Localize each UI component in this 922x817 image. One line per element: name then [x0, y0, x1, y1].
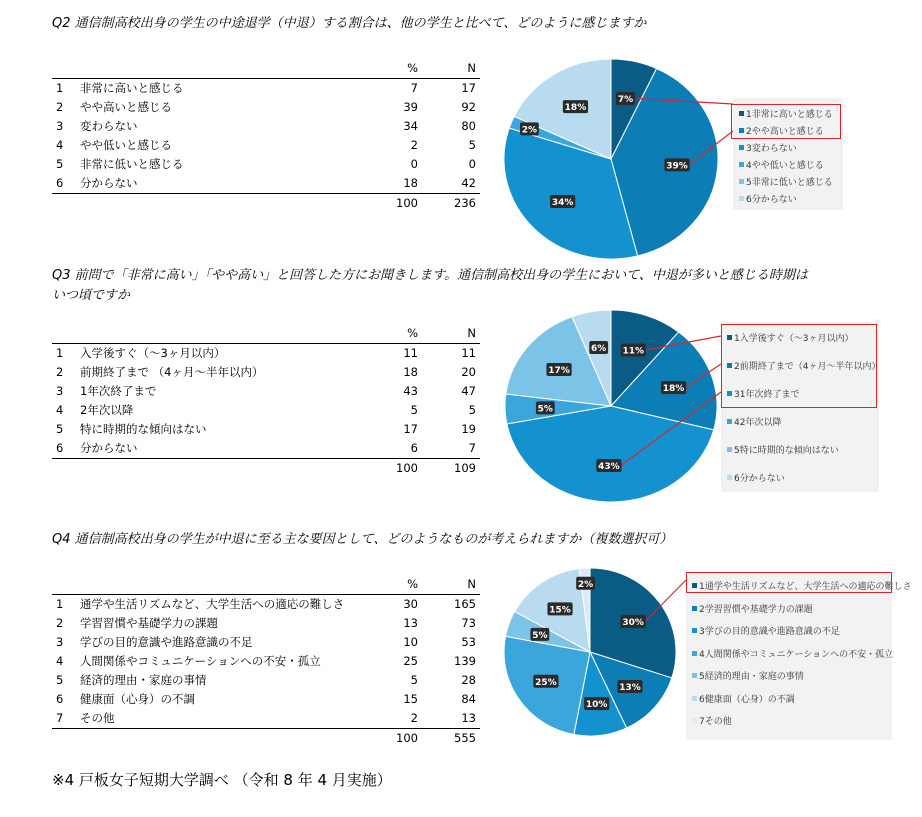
- table-header-row: [52, 574, 480, 595]
- total-n: 236: [454, 196, 476, 210]
- table-row: [52, 439, 480, 459]
- row-label: その他: [80, 709, 374, 729]
- pie-data-label: [617, 680, 642, 693]
- q4-title: Q4 通信制高校出身の学生が中退に至る主な要因として、どのようなものが考えられますか（複数選択可）: [52, 532, 673, 547]
- row-n: 47: [461, 384, 476, 398]
- legend-item: [739, 192, 797, 205]
- data-label-text: 15%: [549, 605, 571, 616]
- legend-label: 1非常に高いと感じる: [746, 110, 833, 120]
- legend-label: 3学びの目的意識や進路意識の不足: [699, 627, 840, 637]
- legend-item: [692, 624, 840, 637]
- data-label-text: 18%: [662, 384, 685, 395]
- table-row: [52, 98, 480, 117]
- row-n: 53: [461, 635, 476, 649]
- row-number: 2: [56, 365, 64, 379]
- legend-label: 4人間関係やコミュニケーションへの不安・孤立: [699, 649, 894, 660]
- legend-swatch: [727, 475, 732, 480]
- data-label-text: 2%: [521, 125, 538, 136]
- row-n: 0: [468, 157, 476, 171]
- row-number: 3: [56, 635, 64, 649]
- total-pct: 100: [396, 731, 418, 745]
- legend-label: 5非常に低いと感じる: [746, 178, 833, 188]
- data-label-text: 43%: [598, 461, 620, 472]
- total-row: [52, 729, 480, 749]
- table-row: [52, 595, 480, 615]
- row-pct: 2: [374, 709, 418, 729]
- legend-swatch: [739, 145, 744, 150]
- row-pct: 0: [410, 157, 418, 171]
- row-pct: 10: [403, 635, 418, 649]
- table-row: [52, 652, 480, 671]
- footnote: ※4 戸板女子短期大学調べ （令和 8 年 4 月実施）: [52, 771, 392, 789]
- table-row: [52, 136, 480, 155]
- legend-label: 1入学後すぐ（～3ヶ月以内）: [734, 334, 854, 344]
- q4-pie-chart: [500, 564, 680, 740]
- row-number: 6: [56, 692, 64, 706]
- highlight-box: [731, 104, 841, 139]
- pie-svg: [500, 54, 722, 264]
- legend-label: 6分からない: [746, 195, 797, 205]
- table-row: [52, 671, 480, 690]
- table-row: [52, 401, 480, 420]
- row-pct: 43: [403, 384, 418, 398]
- legend-item: [739, 158, 824, 171]
- legend-swatch: [692, 673, 697, 678]
- data-label-text: 17%: [548, 366, 570, 377]
- legend-label: 5特に時期的な傾向はない: [734, 446, 839, 456]
- total-n: 555: [454, 731, 476, 745]
- legend-swatch: [739, 196, 744, 201]
- row-pct: 15: [403, 692, 418, 706]
- data-label-text: 10%: [585, 700, 608, 711]
- row-number: 3: [56, 384, 64, 398]
- table-row: [52, 117, 480, 136]
- row-number: 4: [56, 403, 64, 417]
- pie-data-label: [563, 100, 588, 113]
- q3-pie-chart: [500, 306, 722, 506]
- legend-label: 42年次以降: [734, 418, 782, 428]
- row-n: 11: [461, 346, 476, 360]
- row-label: 特に時期的な傾向はない: [80, 422, 207, 436]
- row-number: 2: [56, 616, 64, 630]
- legend-label: 6分からない: [734, 474, 785, 484]
- pie-data-label: [550, 195, 575, 208]
- q4-legend: [686, 572, 912, 740]
- legend-item: [692, 714, 732, 727]
- legend-label: 3変わらない: [746, 144, 797, 154]
- row-number: 7: [52, 709, 80, 729]
- legend-item: [739, 141, 797, 154]
- row-pct: 5: [410, 403, 418, 417]
- q2-pie-chart: [500, 54, 722, 264]
- row-n: 92: [461, 100, 476, 114]
- row-n: 20: [461, 365, 476, 379]
- row-n: 28: [461, 673, 476, 687]
- row-number: 5: [56, 157, 64, 171]
- row-number: 3: [56, 119, 64, 133]
- row-number: 4: [56, 654, 64, 668]
- row-label: やや高いと感じる: [80, 100, 172, 114]
- legend-swatch: [692, 696, 697, 701]
- data-label-text: 5%: [537, 404, 553, 415]
- legend-item: [692, 602, 813, 615]
- table-row: [52, 633, 480, 652]
- table-row: [52, 344, 480, 364]
- pie-data-label: [616, 92, 635, 105]
- q3-table: [52, 323, 480, 478]
- row-label: 非常に低いと感じる: [80, 157, 184, 171]
- legend-label: 4やや低いと感じる: [746, 161, 824, 171]
- row-pct: 34: [403, 119, 418, 133]
- row-number: 5: [56, 673, 64, 687]
- legend-item: [692, 692, 795, 705]
- data-label-text: 25%: [535, 677, 557, 688]
- data-label-text: 39%: [666, 161, 688, 172]
- row-pct: 18: [403, 365, 418, 379]
- table-header-row: [52, 323, 480, 344]
- row-label: 通学や生活リズムなど、大学生活への適応の難しさ: [80, 597, 345, 611]
- row-n: 139: [454, 654, 476, 668]
- legend-item: [739, 175, 833, 188]
- pie-data-label: [520, 122, 539, 135]
- highlight-box: [721, 324, 877, 408]
- row-label: 学習習慣や基礎学力の課題: [80, 616, 218, 630]
- q3-legend: [721, 322, 879, 492]
- table-row: [52, 382, 480, 401]
- row-label: 2年次以降: [80, 403, 134, 417]
- data-label-text: 18%: [564, 103, 587, 114]
- pie-data-label: [533, 675, 558, 688]
- legend-label: 2前期終了まで（4ヶ月～半年以内）: [734, 362, 881, 372]
- row-number: 1: [56, 346, 64, 360]
- data-label-text: 5%: [532, 630, 548, 641]
- q3-title-line-1: Q3 前問で「非常に高い」「やや高い」と回答した方にお聞きします。通信制高校出身の学生において、中退が多いと感じる時期は: [52, 268, 808, 283]
- total-pct: 100: [396, 196, 418, 210]
- legend-swatch: [692, 628, 697, 633]
- table-row: [52, 614, 480, 633]
- pie-data-label: [546, 363, 571, 376]
- row-pct: 18: [374, 174, 418, 194]
- pie-data-label: [661, 381, 686, 394]
- pie-data-label: [530, 628, 549, 641]
- q3-title: [52, 266, 808, 306]
- row-n: 7: [418, 439, 480, 459]
- header-pct: %: [374, 323, 418, 344]
- row-pct: 6: [374, 439, 418, 459]
- legend-label: 1通学や生活リズムなど、大学生活への適応の難しさ: [699, 582, 912, 592]
- row-label: 分からない: [80, 439, 374, 459]
- row-pct: 7: [410, 81, 418, 95]
- row-pct: 25: [403, 654, 418, 668]
- q2-table: [52, 58, 480, 213]
- data-label-text: 2%: [577, 579, 594, 590]
- table-row: [52, 363, 480, 382]
- table-row: [52, 420, 480, 439]
- row-pct: 17: [403, 422, 418, 436]
- legend-swatch: [727, 419, 732, 424]
- row-pct: 5: [410, 673, 418, 687]
- pie-data-label: [621, 615, 646, 628]
- row-pct: 2: [410, 138, 418, 152]
- table-header-row: [52, 58, 480, 79]
- row-label: 経済的理由・家庭の事情: [80, 673, 207, 687]
- q2-legend: [733, 98, 843, 210]
- legend-swatch: [692, 718, 697, 723]
- total-row: [52, 459, 480, 479]
- data-label-text: 34%: [551, 197, 574, 208]
- header-n: N: [418, 58, 480, 79]
- highlight-box: [686, 572, 892, 593]
- legend-label: 31年次終了まで: [734, 390, 800, 400]
- row-pct: 11: [403, 346, 418, 360]
- row-label: 入学後すぐ（～3ヶ月以内）: [80, 346, 226, 360]
- row-number: 4: [56, 138, 64, 152]
- legend-swatch: [739, 162, 744, 167]
- row-n: 84: [461, 692, 476, 706]
- row-n: 17: [461, 81, 476, 95]
- pie-svg: [500, 564, 680, 740]
- data-label-text: 13%: [619, 682, 641, 693]
- row-n: 42: [418, 174, 480, 194]
- q2-title: Q2 通信制高校出身の学生の中途退学（中退）する割合は、他の学生と比べて、どのように感じますか: [52, 16, 647, 31]
- row-n: 13: [418, 709, 480, 729]
- row-label: やや低いと感じる: [80, 138, 172, 152]
- legend-label: 7その他: [699, 717, 732, 727]
- row-pct: 39: [403, 100, 418, 114]
- q3-title-line-2: いつ頃ですか: [52, 288, 131, 303]
- legend-item: [692, 669, 804, 682]
- table-row: [52, 174, 480, 194]
- pie-data-label: [664, 158, 689, 171]
- total-pct: 100: [396, 461, 418, 475]
- legend-swatch: [692, 651, 697, 656]
- row-label: 非常に高いと感じる: [80, 81, 184, 95]
- pie-data-label: [536, 401, 555, 414]
- legend-swatch: [692, 606, 697, 611]
- row-n: 19: [461, 422, 476, 436]
- row-n: 165: [454, 597, 476, 611]
- table-row: [52, 690, 480, 709]
- row-number: 1: [56, 81, 64, 95]
- row-n: 73: [461, 616, 476, 630]
- data-label-text: 6%: [591, 344, 607, 355]
- data-label-text: 30%: [622, 617, 644, 628]
- pie-svg: [500, 306, 722, 506]
- table-row: [52, 79, 480, 99]
- row-label: 人間関係やコミュニケーションへの不安・孤立: [80, 654, 321, 668]
- pie-data-label: [589, 341, 608, 354]
- row-n: 5: [468, 403, 476, 417]
- row-number: 6: [52, 439, 80, 459]
- legend-item: [727, 415, 781, 428]
- legend-swatch: [727, 447, 732, 452]
- row-label: 学びの目的意識や進路意識の不足: [80, 635, 253, 649]
- header-pct: %: [374, 58, 418, 79]
- legend-label: 5経済的理由・家庭の事情: [699, 672, 804, 682]
- row-number: 2: [56, 100, 64, 114]
- pie-data-label: [621, 343, 646, 356]
- pie-data-label: [584, 697, 609, 710]
- row-number: 5: [56, 422, 64, 436]
- legend-label: 2学習習慣や基礎学力の課題: [699, 604, 813, 615]
- pie-data-label: [576, 577, 595, 590]
- q4-table: [52, 574, 480, 748]
- row-label: 前期終了まで （4ヶ月～半年以内）: [80, 365, 264, 379]
- legend-label: 6健康面（心身）の不調: [699, 694, 795, 705]
- legend-item: [692, 647, 893, 660]
- legend-label: 2やや高いと感じる: [746, 127, 824, 137]
- data-label-text: 7%: [617, 94, 634, 105]
- table-row: [52, 709, 480, 729]
- row-n: 5: [468, 138, 476, 152]
- pie-data-label: [596, 459, 621, 472]
- row-pct: 13: [403, 616, 418, 630]
- pie-data-label: [547, 602, 572, 615]
- legend-swatch: [739, 179, 744, 184]
- data-label-text: 11%: [622, 346, 645, 357]
- table-row: [52, 155, 480, 174]
- row-label: 分からない: [80, 174, 374, 194]
- row-label: 変わらない: [80, 119, 138, 133]
- total-n: 109: [454, 461, 476, 475]
- legend-item: [727, 443, 839, 456]
- row-number: 6: [52, 174, 80, 194]
- row-label: 1年次終了まで: [80, 384, 157, 398]
- legend-item: [727, 471, 785, 484]
- row-label: 健康面（心身）の不調: [80, 692, 195, 706]
- row-n: 80: [461, 119, 476, 133]
- header-pct: %: [374, 574, 418, 595]
- row-number: 1: [56, 597, 64, 611]
- total-row: [52, 194, 480, 214]
- header-n: N: [418, 323, 480, 344]
- row-pct: 30: [403, 597, 418, 611]
- header-n: N: [418, 574, 480, 595]
